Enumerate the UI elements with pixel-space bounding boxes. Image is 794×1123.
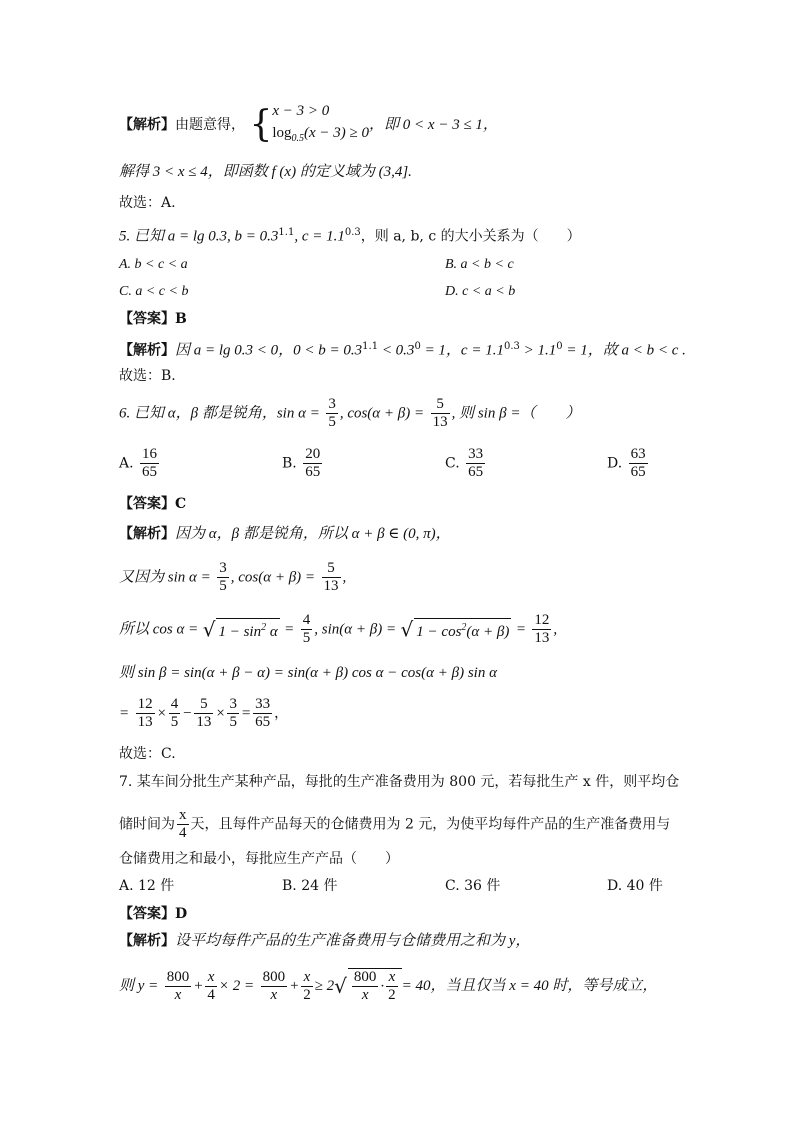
exponent: 1.1: [278, 227, 295, 238]
q6-option-a: [119, 446, 161, 481]
denominator: 13: [534, 630, 550, 646]
q7-exp-line-1: [119, 932, 530, 950]
text: +: [289, 978, 300, 994]
q6-exp-line-5: [119, 696, 288, 731]
denominator: 5: [219, 578, 227, 594]
text: 天，且每件产品每天的仓储费用为 2 元，为使平均每件产品的生产准备费用与: [190, 816, 671, 833]
denominator: 65: [305, 464, 321, 480]
denominator: x: [174, 986, 182, 1003]
exponent: 2: [261, 622, 267, 633]
exponent: 0: [556, 341, 563, 352]
fraction: [386, 969, 398, 1004]
numerator: x: [205, 969, 217, 987]
explanation-tag: 【解析】: [119, 933, 175, 949]
denominator: x: [270, 986, 278, 1003]
numerator: 12: [137, 696, 153, 712]
q6-exp-line-2: [119, 560, 346, 595]
denominator: 65: [468, 464, 484, 480]
fraction: [194, 696, 213, 731]
fraction: [253, 696, 272, 731]
fraction: [326, 396, 338, 431]
exponent: 2: [461, 622, 467, 633]
fraction: [466, 446, 485, 481]
fraction: [165, 969, 192, 1004]
q5-option-a: A. b < c < a: [119, 257, 188, 272]
fraction: [629, 446, 648, 481]
question-7-line-2: [119, 807, 670, 842]
text: 6. 已知 α，β 都是锐角，sin α =: [119, 405, 320, 422]
numerator: 20: [305, 446, 321, 462]
log-label: log: [272, 125, 292, 141]
text: 1 − cos: [416, 624, 462, 640]
option-label: C.: [445, 455, 460, 472]
fraction: [352, 969, 379, 1004]
numerator: 33: [255, 696, 271, 712]
text: 因为 α，β 都是锐角，所以 α + β ∈ (0, π)，: [175, 526, 451, 542]
numerator: 3: [328, 396, 336, 412]
denominator: 13: [137, 714, 153, 730]
condition-1: x − 3 > 0: [272, 103, 330, 119]
question-6-stem: [119, 396, 580, 431]
denominator: 65: [630, 464, 646, 480]
sqrt: [216, 618, 279, 641]
text: < 0.3: [378, 342, 415, 359]
inequality-system: [272, 100, 369, 150]
brace-icon: {: [249, 104, 273, 145]
text: = 1，c = 1.1: [420, 342, 504, 359]
denominator: 13: [196, 714, 212, 730]
text: ,: [342, 569, 347, 586]
text: ·: [380, 978, 385, 995]
fraction: [217, 560, 229, 595]
text: ,: [553, 621, 558, 638]
explanation-tag: 【解析】: [119, 117, 175, 133]
numerator: 4: [302, 612, 311, 628]
text: , 则 sin β =（ ）: [451, 405, 581, 422]
exponent: 0.3: [503, 341, 520, 352]
text: 所以 cos α =: [119, 621, 199, 638]
q7-answer: 【答案】D: [119, 906, 188, 922]
q7-option-b: B. 24 件: [282, 878, 338, 894]
fraction: [322, 560, 341, 595]
q6-exp-line-3: [119, 612, 557, 647]
q5-option-d: D. c < a < b: [445, 284, 516, 299]
denominator: 4: [179, 825, 187, 841]
fraction: [169, 696, 181, 731]
numerator: x: [301, 969, 313, 987]
numerator: 33: [468, 446, 484, 462]
denominator: 13: [432, 414, 448, 430]
text: = 1，故 a < b < c .: [562, 342, 686, 359]
option-label: A.: [119, 455, 134, 472]
text: (α + β): [466, 624, 510, 640]
q5-select: 故选：B.: [119, 368, 176, 384]
denominator: 2: [388, 987, 396, 1003]
text: ，即 0 < x − 3 ≤ 1，: [369, 117, 498, 133]
option-label: D.: [607, 455, 623, 472]
denominator: x: [361, 987, 369, 1003]
text: α: [266, 624, 278, 640]
question-7-line-3: 仓储费用之和最小，每批应生产产品（ ）: [119, 851, 399, 867]
fraction: [140, 446, 159, 481]
denominator: 13: [323, 578, 339, 594]
denominator: 65: [142, 464, 158, 480]
q7-exp-line-2: [119, 968, 657, 1004]
question-7-line-1: 7. 某车间分批生产某种产品，每批的生产准备费用为 800 元，若每批生产 x 件，则平均仓: [119, 774, 680, 790]
log-base: 0.5: [291, 133, 305, 144]
text: =: [119, 705, 130, 722]
numerator: 800: [262, 968, 286, 985]
question-5-stem: [119, 224, 581, 246]
text: 又因为 sin α =: [119, 569, 211, 586]
text: 因 a = lg 0.3 < 0，0 < b = 0.3: [175, 342, 363, 359]
q5-explanation: [119, 338, 686, 360]
solution-line-2: 解得 3 < x ≤ 4，即函数 f (x) 的定义域为 (3,4].: [119, 164, 412, 180]
numerator: 5: [322, 560, 341, 578]
explanation-tag: 【解析】: [119, 342, 175, 359]
q6-answer: 【答案】C: [119, 496, 187, 512]
numerator: 800: [166, 968, 190, 985]
q7-option-d: D. 40 件: [607, 878, 663, 894]
q7-option-c: C. 36 件: [445, 878, 501, 894]
text: × 2 =: [218, 978, 255, 994]
text: 由题意得，: [175, 117, 245, 133]
condition-2: (x − 3) ≥ 0: [304, 125, 370, 141]
text: > 1.1: [519, 342, 557, 359]
answer-select-4: 故选：A.: [119, 195, 176, 211]
numerator: 63: [630, 446, 646, 462]
fraction: [205, 969, 217, 1004]
numerator: 16: [142, 446, 158, 462]
text: −: [182, 705, 193, 722]
exponent: 1.1: [362, 341, 379, 352]
text: ，: [274, 705, 289, 722]
text: = 40，当且仅当 x = 40 时，等号成立，: [401, 978, 658, 994]
fraction: [136, 696, 155, 731]
exponent: 0: [414, 341, 421, 352]
denominator: 4: [207, 986, 215, 1003]
text: =: [284, 621, 295, 638]
q7-option-a: A. 12 件: [119, 878, 175, 894]
q6-option-d: [607, 446, 650, 481]
text: 5. 已知 a = lg 0.3, b = 0.3: [119, 228, 279, 245]
text: 储时间为: [119, 816, 175, 833]
text: =: [515, 621, 526, 638]
denominator: 2: [303, 986, 311, 1003]
fraction: [431, 396, 450, 431]
solution-line-1: [119, 100, 498, 150]
text: ≥ 2: [314, 978, 335, 994]
fraction: [301, 612, 313, 647]
radical-icon: √: [334, 974, 347, 998]
text: 1 − sin: [218, 624, 262, 640]
q5-option-b: B. a < b < c: [445, 257, 514, 272]
radical-icon: √: [400, 617, 414, 642]
denominator: 5: [328, 414, 336, 430]
q5-answer: 【答案】B: [119, 311, 187, 327]
denominator: 5: [170, 714, 179, 730]
numerator: 12: [534, 612, 550, 628]
fraction: [532, 612, 551, 647]
text: , cos(α + β) =: [230, 569, 316, 586]
q6-exp-line-1: [119, 525, 451, 543]
numerator: 4: [170, 696, 179, 712]
q6-select: 故选：C.: [119, 746, 176, 762]
fraction: [177, 807, 189, 842]
text: ，则 a, b, c 的大小关系为（ ）: [360, 228, 581, 245]
radical-icon: √: [202, 617, 216, 642]
numerator: 3: [219, 560, 227, 576]
text: ×: [215, 705, 226, 722]
text: , c = 1.1: [294, 228, 345, 245]
text: +: [193, 978, 204, 994]
sqrt: [348, 968, 402, 1004]
q6-exp-line-4: 则 sin β = sin(α + β − α) = sin(α + β) cos α − cos(α + β) sin α: [119, 665, 497, 681]
numerator: x: [386, 969, 398, 987]
text: 设平均每件产品的生产准备费用与仓储费用之和为 y，: [175, 933, 531, 949]
denominator: 65: [255, 714, 271, 730]
numerator: 5: [194, 696, 213, 714]
text: =: [240, 705, 252, 722]
text: , cos(α + β) =: [339, 405, 425, 422]
option-label: B.: [282, 455, 297, 472]
numerator: x: [179, 807, 187, 823]
fraction: [261, 969, 288, 1004]
denominator: 5: [302, 630, 311, 646]
explanation-tag: 【解析】: [119, 526, 175, 542]
sqrt: [414, 618, 511, 641]
exponent: 0.3: [344, 227, 361, 238]
fraction: [227, 696, 239, 731]
text: , sin(α + β) =: [314, 621, 397, 638]
numerator: 5: [431, 396, 450, 414]
fraction: [303, 446, 322, 481]
numerator: 3: [229, 696, 237, 712]
text: ×: [156, 705, 167, 722]
denominator: 5: [229, 714, 237, 730]
q6-option-c: [445, 446, 487, 481]
fraction: [301, 969, 313, 1004]
numerator: 800: [353, 969, 377, 985]
q6-option-b: [282, 446, 324, 481]
q5-option-c: C. a < c < b: [119, 284, 189, 299]
text: 则 y =: [119, 978, 159, 994]
